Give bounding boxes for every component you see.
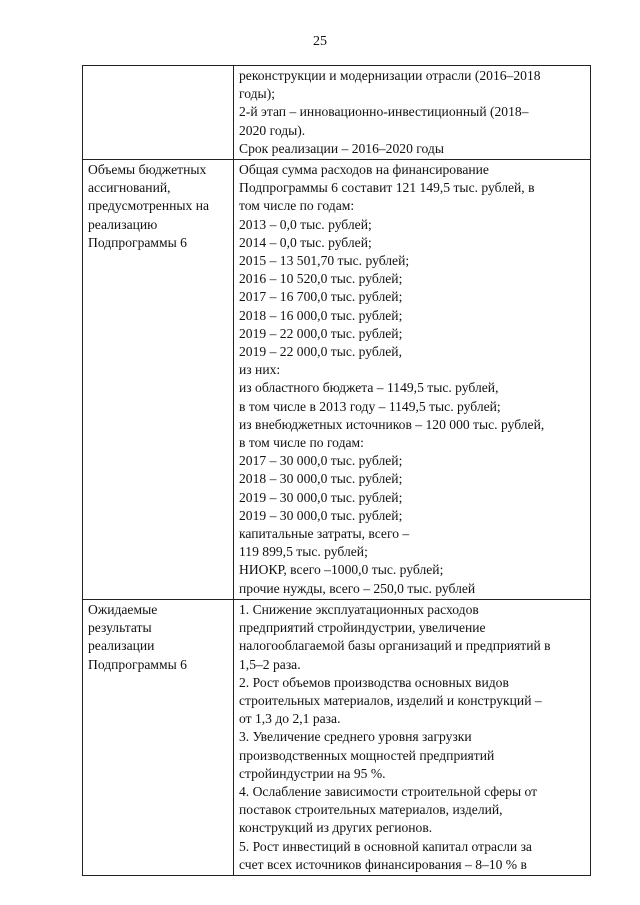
row-content-line: из внебюджетных источников – 120 000 тыс. рублей, [239,416,545,432]
row-label-line: Ожидаемые [88,601,158,617]
row-content-line: стройиндустрии на 95 %. [239,765,386,781]
row-label-line: Объемы бюджетных [88,162,207,178]
row-content-line: Общая сумма расходов на финансирование [239,162,489,178]
row-content-line: реконструкции и модернизации отрасли (2016–2018 [239,68,541,83]
row-content-line: 2016 – 10 520,0 тыс. рублей; [239,271,403,287]
row-content-line: Подпрограммы 6 составит 121 149,5 тыс. рублей, в [239,180,535,196]
row-content-line: 5. Рост инвестиций в основной капитал отрасли за [239,838,532,854]
row-label-line: ассигнований, [88,180,171,196]
row-content-line: налогооблагаемой базы организаций и предприятий в [239,638,551,654]
row-content-line: 1,5–2 раза. [239,656,301,672]
row-content-line: 2019 – 30 000,0 тыс. рублей; [239,507,403,523]
table-row [83,160,591,600]
row-content-line: НИОКР, всего –1000,0 тыс. рублей; [239,562,444,578]
page-number: 25 [313,34,327,49]
table-row [83,66,591,160]
row-label-cell [83,599,234,875]
row-label-cell [83,66,234,160]
row-content-line: годы); [239,86,275,102]
row-label-line: реализации [88,638,155,654]
table-body [83,66,591,876]
row-content-line: 1. Снижение эксплуатационных расходов [239,601,479,617]
row-label-cell [83,160,234,600]
row-content-line: 2019 – 22 000,0 тыс. рублей, [239,344,402,360]
row-content-line: том числе по годам: [239,198,355,214]
row-content-line: 2019 – 22 000,0 тыс. рублей; [239,325,403,341]
row-label-line: Подпрограммы 6 [88,656,187,672]
row-content-line: 119 899,5 тыс. рублей; [239,544,368,560]
row-content-line: в том числе в 2013 году – 1149,5 тыс. рублей; [239,398,501,414]
row-content-line: из областного бюджета – 1149,5 тыс. рублей, [239,380,499,396]
program-passport-table [82,65,591,876]
row-content-line: строительных материалов, изделий и конструкций – [239,692,542,708]
row-content-line: от 1,3 до 2,1 раза. [239,711,341,727]
row-content-cell [234,160,591,600]
row-content-line: 2019 – 30 000,0 тыс. рублей; [239,489,403,505]
row-label-line: предусмотренных на [88,198,210,214]
row-content-line: 2015 – 13 501,70 тыс. рублей; [239,253,410,269]
row-content-cell [234,66,591,160]
row-content-line: 2. Рост объемов производства основных видов [239,674,509,690]
row-label-line: Подпрограммы 6 [88,234,187,250]
row-content-line: Срок реализации – 2016–2020 годы [239,140,444,156]
row-content-line: 4. Ослабление зависимости строительной сферы от [239,783,538,799]
row-content-line: поставок строительных материалов, изделий, [239,802,503,818]
row-content-line: конструкций из других регионов. [239,820,433,836]
row-content-line: 2014 – 0,0 тыс. рублей; [239,234,372,250]
row-content-line: счет всех источников финансирования – 8–10 % в [239,856,527,872]
row-content-line: 2-й этап – инновационно-инвестиционный (2018– [239,104,529,120]
row-content-line: 2018 – 30 000,0 тыс. рублей; [239,471,403,487]
row-content-line: 2013 – 0,0 тыс. рублей; [239,216,372,232]
row-content-line: 2020 годы). [239,122,306,138]
row-label-line: реализацию [88,216,158,232]
row-content-line: из них: [239,362,281,378]
row-content-line: производственных мощностей предприятий [239,747,495,763]
row-content-line: в том числе по годам: [239,435,364,451]
row-content-line: 2018 – 16 000,0 тыс. рублей; [239,307,403,323]
row-content-line: предприятий стройиндустрии, увеличение [239,620,486,636]
row-content-line: 2017 – 16 700,0 тыс. рублей; [239,289,403,305]
row-content-line: 2017 – 30 000,0 тыс. рублей; [239,453,403,469]
row-content-line: прочие нужды, всего – 250,0 тыс. рублей [239,580,476,596]
table-row [83,599,591,875]
row-content-line: капитальные затраты, всего – [239,526,410,542]
row-content-line: 3. Увеличение среднего уровня загрузки [239,729,472,745]
row-label-line: результаты [88,620,152,636]
row-content-cell [234,599,591,875]
